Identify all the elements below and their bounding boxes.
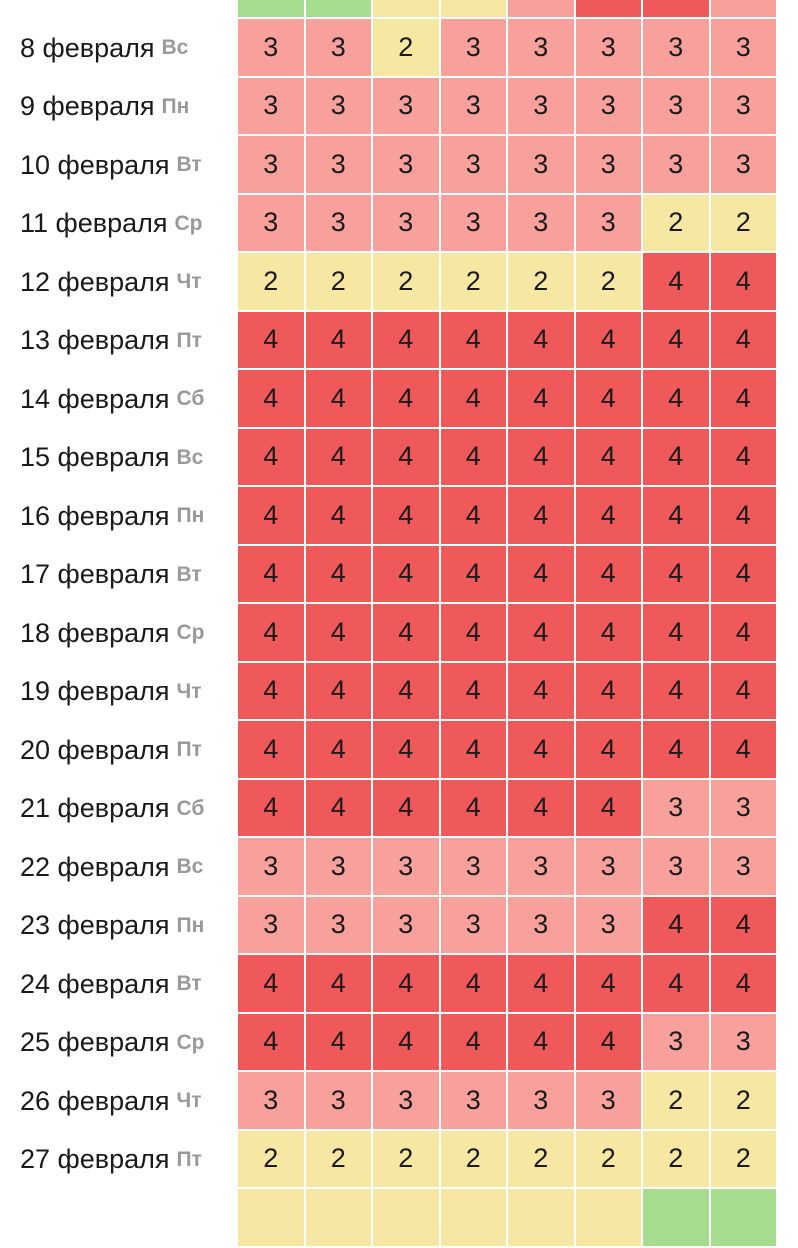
- row-label: [20, 838, 203, 897]
- heatmap-cell: 3: [238, 1072, 306, 1131]
- date-label: 15 февраля: [20, 442, 170, 473]
- heatmap-cell: 3: [508, 1072, 576, 1131]
- weekday-label: Вт: [176, 153, 202, 177]
- heatmap-cell: 4: [373, 487, 441, 546]
- heatmap-cell: 3: [306, 897, 374, 956]
- weekday-label: Пн: [176, 504, 205, 528]
- heatmap-cell: 3: [711, 19, 779, 78]
- heatmap-cell: 4: [238, 780, 306, 839]
- heatmap-cell: 2: [643, 195, 711, 254]
- heatmap-row: [0, 546, 798, 605]
- heatmap-cell: 4: [238, 955, 306, 1014]
- heatmap-cell: 3: [373, 838, 441, 897]
- heatmap-cell: 4: [373, 312, 441, 371]
- heatmap-cell: 2: [373, 1131, 441, 1190]
- weekday-label: Ср: [176, 621, 205, 645]
- heatmap-cell: 2: [508, 253, 576, 312]
- heatmap-cell: [643, 0, 711, 19]
- heatmap-cell: 4: [711, 546, 779, 605]
- heatmap-cell: 3: [441, 136, 509, 195]
- heatmap-cell: 3: [441, 195, 509, 254]
- heatmap-cell: 3: [306, 78, 374, 137]
- heatmap-cell: 3: [643, 838, 711, 897]
- heatmap-cell: 4: [373, 546, 441, 605]
- date-label: 12 февраля: [20, 266, 170, 297]
- heatmap-cell: 3: [508, 78, 576, 137]
- date-label: 27 февраля: [20, 1144, 170, 1175]
- heatmap-cell: 4: [238, 604, 306, 663]
- heatmap-cell: 3: [306, 838, 374, 897]
- heatmap-cell: 4: [441, 955, 509, 1014]
- heatmap-cell: 4: [643, 487, 711, 546]
- heatmap-row: [0, 721, 798, 780]
- date-label: 9 февраля: [20, 91, 155, 122]
- heatmap-cell: 4: [508, 721, 576, 780]
- heatmap-cell: 4: [576, 955, 644, 1014]
- heatmap-cell: 2: [373, 253, 441, 312]
- heatmap-cell: 4: [441, 604, 509, 663]
- row-label: [20, 1072, 202, 1131]
- weekday-label: Сб: [176, 796, 205, 820]
- heatmap-cell: 3: [711, 838, 779, 897]
- heatmap-row: [0, 78, 798, 137]
- weekday-label: Пн: [161, 94, 190, 118]
- heatmap-cell: 4: [238, 546, 306, 605]
- heatmap-cell: 4: [238, 721, 306, 780]
- heatmap-cell: 4: [373, 663, 441, 722]
- heatmap-cell: 4: [576, 546, 644, 605]
- heatmap-cell: 2: [711, 195, 779, 254]
- date-label: 19 февраля: [20, 676, 170, 707]
- heatmap-cell: 4: [441, 663, 509, 722]
- heatmap-cell: 3: [643, 780, 711, 839]
- heatmap-cell: [441, 0, 509, 19]
- heatmap-cell: 4: [238, 1014, 306, 1073]
- heatmap-cell: 2: [238, 253, 306, 312]
- heatmap-row: [0, 897, 798, 956]
- heatmap-cell: 2: [711, 1131, 779, 1190]
- heatmap-cell: 3: [306, 195, 374, 254]
- heatmap-cell: 3: [238, 195, 306, 254]
- weekday-label: Вт: [176, 562, 202, 586]
- heatmap-row: [0, 780, 798, 839]
- heatmap-cell: 3: [441, 19, 509, 78]
- heatmap-cell: 4: [643, 370, 711, 429]
- heatmap-cell: 2: [711, 1072, 779, 1131]
- heatmap-cell: 4: [643, 663, 711, 722]
- heatmap-cell: 4: [306, 604, 374, 663]
- heatmap-cell: 2: [643, 1131, 711, 1190]
- weekday-label: Ср: [176, 1030, 205, 1054]
- heatmap-cell: 3: [643, 136, 711, 195]
- heatmap-cell: 2: [373, 19, 441, 78]
- weekday-label: Пт: [176, 328, 202, 352]
- weekday-label: Вс: [176, 445, 204, 469]
- weekday-label: Вс: [161, 36, 189, 60]
- heatmap-cell: 4: [643, 429, 711, 488]
- heatmap-cell: 4: [576, 604, 644, 663]
- heatmap-cell: 4: [441, 370, 509, 429]
- heatmap-cell: 4: [441, 721, 509, 780]
- date-label: 20 февраля: [20, 734, 170, 765]
- heatmap-cell: 4: [306, 663, 374, 722]
- heatmap-cell: 4: [373, 1014, 441, 1073]
- weekday-label: Пт: [176, 1147, 202, 1171]
- weekday-label: Вт: [176, 972, 202, 996]
- heatmap-cell: 4: [576, 780, 644, 839]
- heatmap-cell: 4: [306, 546, 374, 605]
- heatmap-cell: 2: [643, 1072, 711, 1131]
- heatmap-cell: [306, 0, 374, 19]
- heatmap-cell: 3: [711, 136, 779, 195]
- weekday-label: Чт: [176, 679, 202, 703]
- heatmap-cell: 2: [576, 1131, 644, 1190]
- heatmap-cell: 3: [373, 1072, 441, 1131]
- heatmap-cell: 4: [373, 429, 441, 488]
- heatmap-row: [0, 253, 798, 312]
- heatmap-cell: 3: [238, 838, 306, 897]
- weekday-label: Пн: [176, 913, 205, 937]
- row-label: [20, 721, 202, 780]
- date-label: 16 февраля: [20, 500, 170, 531]
- row-label: [20, 780, 204, 839]
- date-label: 24 февраля: [20, 968, 170, 999]
- row-label: [20, 1014, 205, 1073]
- heatmap-cell: 2: [441, 1131, 509, 1190]
- heatmap-cell: 4: [373, 370, 441, 429]
- heatmap-row: [0, 312, 798, 371]
- heatmap-row: [0, 838, 798, 897]
- date-label: 23 февраля: [20, 910, 170, 941]
- heatmap-cell: 3: [508, 19, 576, 78]
- heatmap-cell: 4: [643, 253, 711, 312]
- row-label: [20, 546, 202, 605]
- heatmap-row: [0, 429, 798, 488]
- row-label: [20, 897, 204, 956]
- heatmap-cell: 3: [643, 19, 711, 78]
- row-label: [20, 604, 205, 663]
- heatmap-cell: 3: [576, 78, 644, 137]
- heatmap-cell: 4: [373, 604, 441, 663]
- heatmap-cell: 3: [306, 19, 374, 78]
- heatmap-cell: 4: [576, 1014, 644, 1073]
- row-label: [20, 1131, 202, 1190]
- heatmap-row: [0, 370, 798, 429]
- date-label: 11 февраля: [20, 208, 168, 239]
- heatmap-cell: [238, 0, 306, 19]
- weekday-label: Сб: [176, 387, 205, 411]
- heatmap-cell: 4: [508, 604, 576, 663]
- heatmap-cell: 4: [508, 663, 576, 722]
- heatmap-row: [0, 19, 798, 78]
- heatmap-cell: 4: [306, 312, 374, 371]
- heatmap-cell: 4: [373, 721, 441, 780]
- heatmap-cell: 3: [373, 136, 441, 195]
- heatmap-cell: 4: [576, 312, 644, 371]
- heatmap-cell: 4: [711, 897, 779, 956]
- heatmap-cell: 4: [238, 429, 306, 488]
- heatmap-cell: 3: [441, 78, 509, 137]
- heatmap-cell: 3: [373, 195, 441, 254]
- heatmap-row: [0, 663, 798, 722]
- heatmap-cell: [508, 0, 576, 19]
- heatmap-cell: 4: [306, 721, 374, 780]
- heatmap-cell: 4: [508, 487, 576, 546]
- heatmap-row: [0, 136, 798, 195]
- heatmap-cell: 4: [576, 429, 644, 488]
- heatmap-cell: 4: [441, 1014, 509, 1073]
- heatmap-row: [0, 1014, 798, 1073]
- heatmap-row: [0, 955, 798, 1014]
- heatmap-cell: 3: [643, 78, 711, 137]
- row-label: [20, 195, 203, 254]
- heatmap-cell: 3: [576, 897, 644, 956]
- heatmap-cell: [373, 0, 441, 19]
- row-label: [20, 19, 188, 78]
- heatmap-cell: 4: [508, 429, 576, 488]
- heatmap-cell: 3: [508, 195, 576, 254]
- heatmap-cell: 4: [508, 370, 576, 429]
- heatmap-cell: 3: [508, 838, 576, 897]
- heatmap-cell: 4: [711, 663, 779, 722]
- date-label: 25 февраля: [20, 1027, 170, 1058]
- heatmap-cell: 3: [441, 838, 509, 897]
- heatmap-row: [0, 1072, 798, 1131]
- weekday-label: Вс: [176, 855, 204, 879]
- weekday-label: Чт: [176, 1089, 202, 1113]
- date-label: 13 февраля: [20, 325, 170, 356]
- heatmap-cell: 4: [508, 546, 576, 605]
- heatmap-cell: 3: [441, 897, 509, 956]
- heatmap-cell: 4: [306, 955, 374, 1014]
- row-label: [20, 663, 202, 722]
- row-label: [20, 136, 202, 195]
- heatmap-cell: 4: [576, 370, 644, 429]
- heatmap-row: [0, 604, 798, 663]
- heatmap-cell: 4: [306, 370, 374, 429]
- heatmap-cell: [711, 0, 779, 19]
- heatmap-cell: 3: [441, 1072, 509, 1131]
- heatmap-cell: 4: [643, 721, 711, 780]
- heatmap-cell: 3: [238, 78, 306, 137]
- heatmap-cell: 4: [306, 1014, 374, 1073]
- heatmap-cell: 2: [306, 253, 374, 312]
- row-label: [20, 78, 189, 137]
- row-label: [20, 487, 204, 546]
- heatmap-cell: 3: [576, 136, 644, 195]
- heatmap-cell: 3: [306, 1072, 374, 1131]
- date-label: 18 февраля: [20, 617, 170, 648]
- heatmap-cell: 4: [576, 487, 644, 546]
- heatmap-cell: 4: [711, 955, 779, 1014]
- heatmap-cell: 4: [508, 780, 576, 839]
- heatmap-cell: 4: [238, 312, 306, 371]
- heatmap-cell: 4: [441, 429, 509, 488]
- heatmap-cell: 3: [373, 897, 441, 956]
- heatmap-cell: 2: [238, 1131, 306, 1190]
- heatmap-cell: 4: [508, 955, 576, 1014]
- row-label: [20, 253, 202, 312]
- heatmap-cell: 2: [306, 1131, 374, 1190]
- heatmap-cell: 4: [576, 721, 644, 780]
- heatmap-cell: 3: [508, 897, 576, 956]
- weekday-label: Чт: [176, 270, 202, 294]
- heatmap-cell: 4: [643, 604, 711, 663]
- heatmap-cell: 4: [508, 312, 576, 371]
- heatmap-cell: 3: [711, 780, 779, 839]
- heatmap-cell: 4: [441, 312, 509, 371]
- heatmap-cell: 4: [373, 780, 441, 839]
- heatmap-cell: 4: [238, 663, 306, 722]
- weekday-label: Пт: [176, 738, 202, 762]
- heatmap-row: [0, 195, 798, 254]
- heatmap-cell: 4: [711, 604, 779, 663]
- heatmap-cell: 3: [238, 897, 306, 956]
- heatmap-row: [0, 487, 798, 546]
- heatmap-cell: 3: [238, 136, 306, 195]
- heatmap-cell: 4: [711, 721, 779, 780]
- heatmap-cell: 3: [576, 195, 644, 254]
- heatmap-cell: 3: [711, 1014, 779, 1073]
- heatmap-cell: 4: [643, 546, 711, 605]
- heatmap-cell: 3: [643, 1014, 711, 1073]
- heatmap-cell: 4: [306, 780, 374, 839]
- heatmap-cell: 4: [441, 487, 509, 546]
- heatmap-cell: 2: [441, 253, 509, 312]
- heatmap-cell: 4: [643, 955, 711, 1014]
- heatmap-cell: 4: [441, 780, 509, 839]
- date-label: 10 февраля: [20, 149, 170, 180]
- heatmap-cell: 4: [306, 429, 374, 488]
- heatmap-cell: 3: [576, 19, 644, 78]
- row-label: [20, 312, 202, 371]
- heatmap-cell: 4: [238, 487, 306, 546]
- heatmap-cell: 3: [576, 838, 644, 897]
- heatmap-cell: 4: [306, 487, 374, 546]
- heatmap-cell: 3: [306, 136, 374, 195]
- weekday-label: Ср: [174, 211, 203, 235]
- heatmap-cell: 4: [643, 312, 711, 371]
- heatmap-cell: 4: [373, 955, 441, 1014]
- row-label: [20, 370, 204, 429]
- heatmap-cell: 4: [711, 253, 779, 312]
- heatmap-cell: 2: [508, 1131, 576, 1190]
- heatmap-cell: 4: [643, 897, 711, 956]
- heatmap-cell: 4: [238, 370, 306, 429]
- heatmap-cell: 4: [711, 429, 779, 488]
- date-label: 26 февраля: [20, 1085, 170, 1116]
- date-label: 22 февраля: [20, 851, 170, 882]
- heatmap-row-partial-top: [0, 0, 798, 19]
- heatmap-cell: 4: [441, 546, 509, 605]
- heatmap-row: [0, 1131, 798, 1190]
- heatmap-cell: 4: [711, 487, 779, 546]
- heatmap-cell: [576, 0, 644, 19]
- heatmap-cell: 2: [576, 253, 644, 312]
- heatmap-cell: 3: [711, 78, 779, 137]
- heatmap-cell: 4: [508, 1014, 576, 1073]
- heatmap-cell: 3: [373, 78, 441, 137]
- date-label: 14 февраля: [20, 383, 170, 414]
- heatmap-cell: 4: [711, 370, 779, 429]
- row-label: [20, 955, 202, 1014]
- heatmap-cell: 3: [576, 1072, 644, 1131]
- date-label: 21 февраля: [20, 793, 170, 824]
- row-label: [20, 429, 203, 488]
- heatmap-cell: 3: [238, 19, 306, 78]
- heatmap-cell: 4: [711, 312, 779, 371]
- date-label: 17 февраля: [20, 559, 170, 590]
- heatmap-cell: 3: [508, 136, 576, 195]
- heatmap-cell: 4: [576, 663, 644, 722]
- date-label: 8 февраля: [20, 32, 155, 63]
